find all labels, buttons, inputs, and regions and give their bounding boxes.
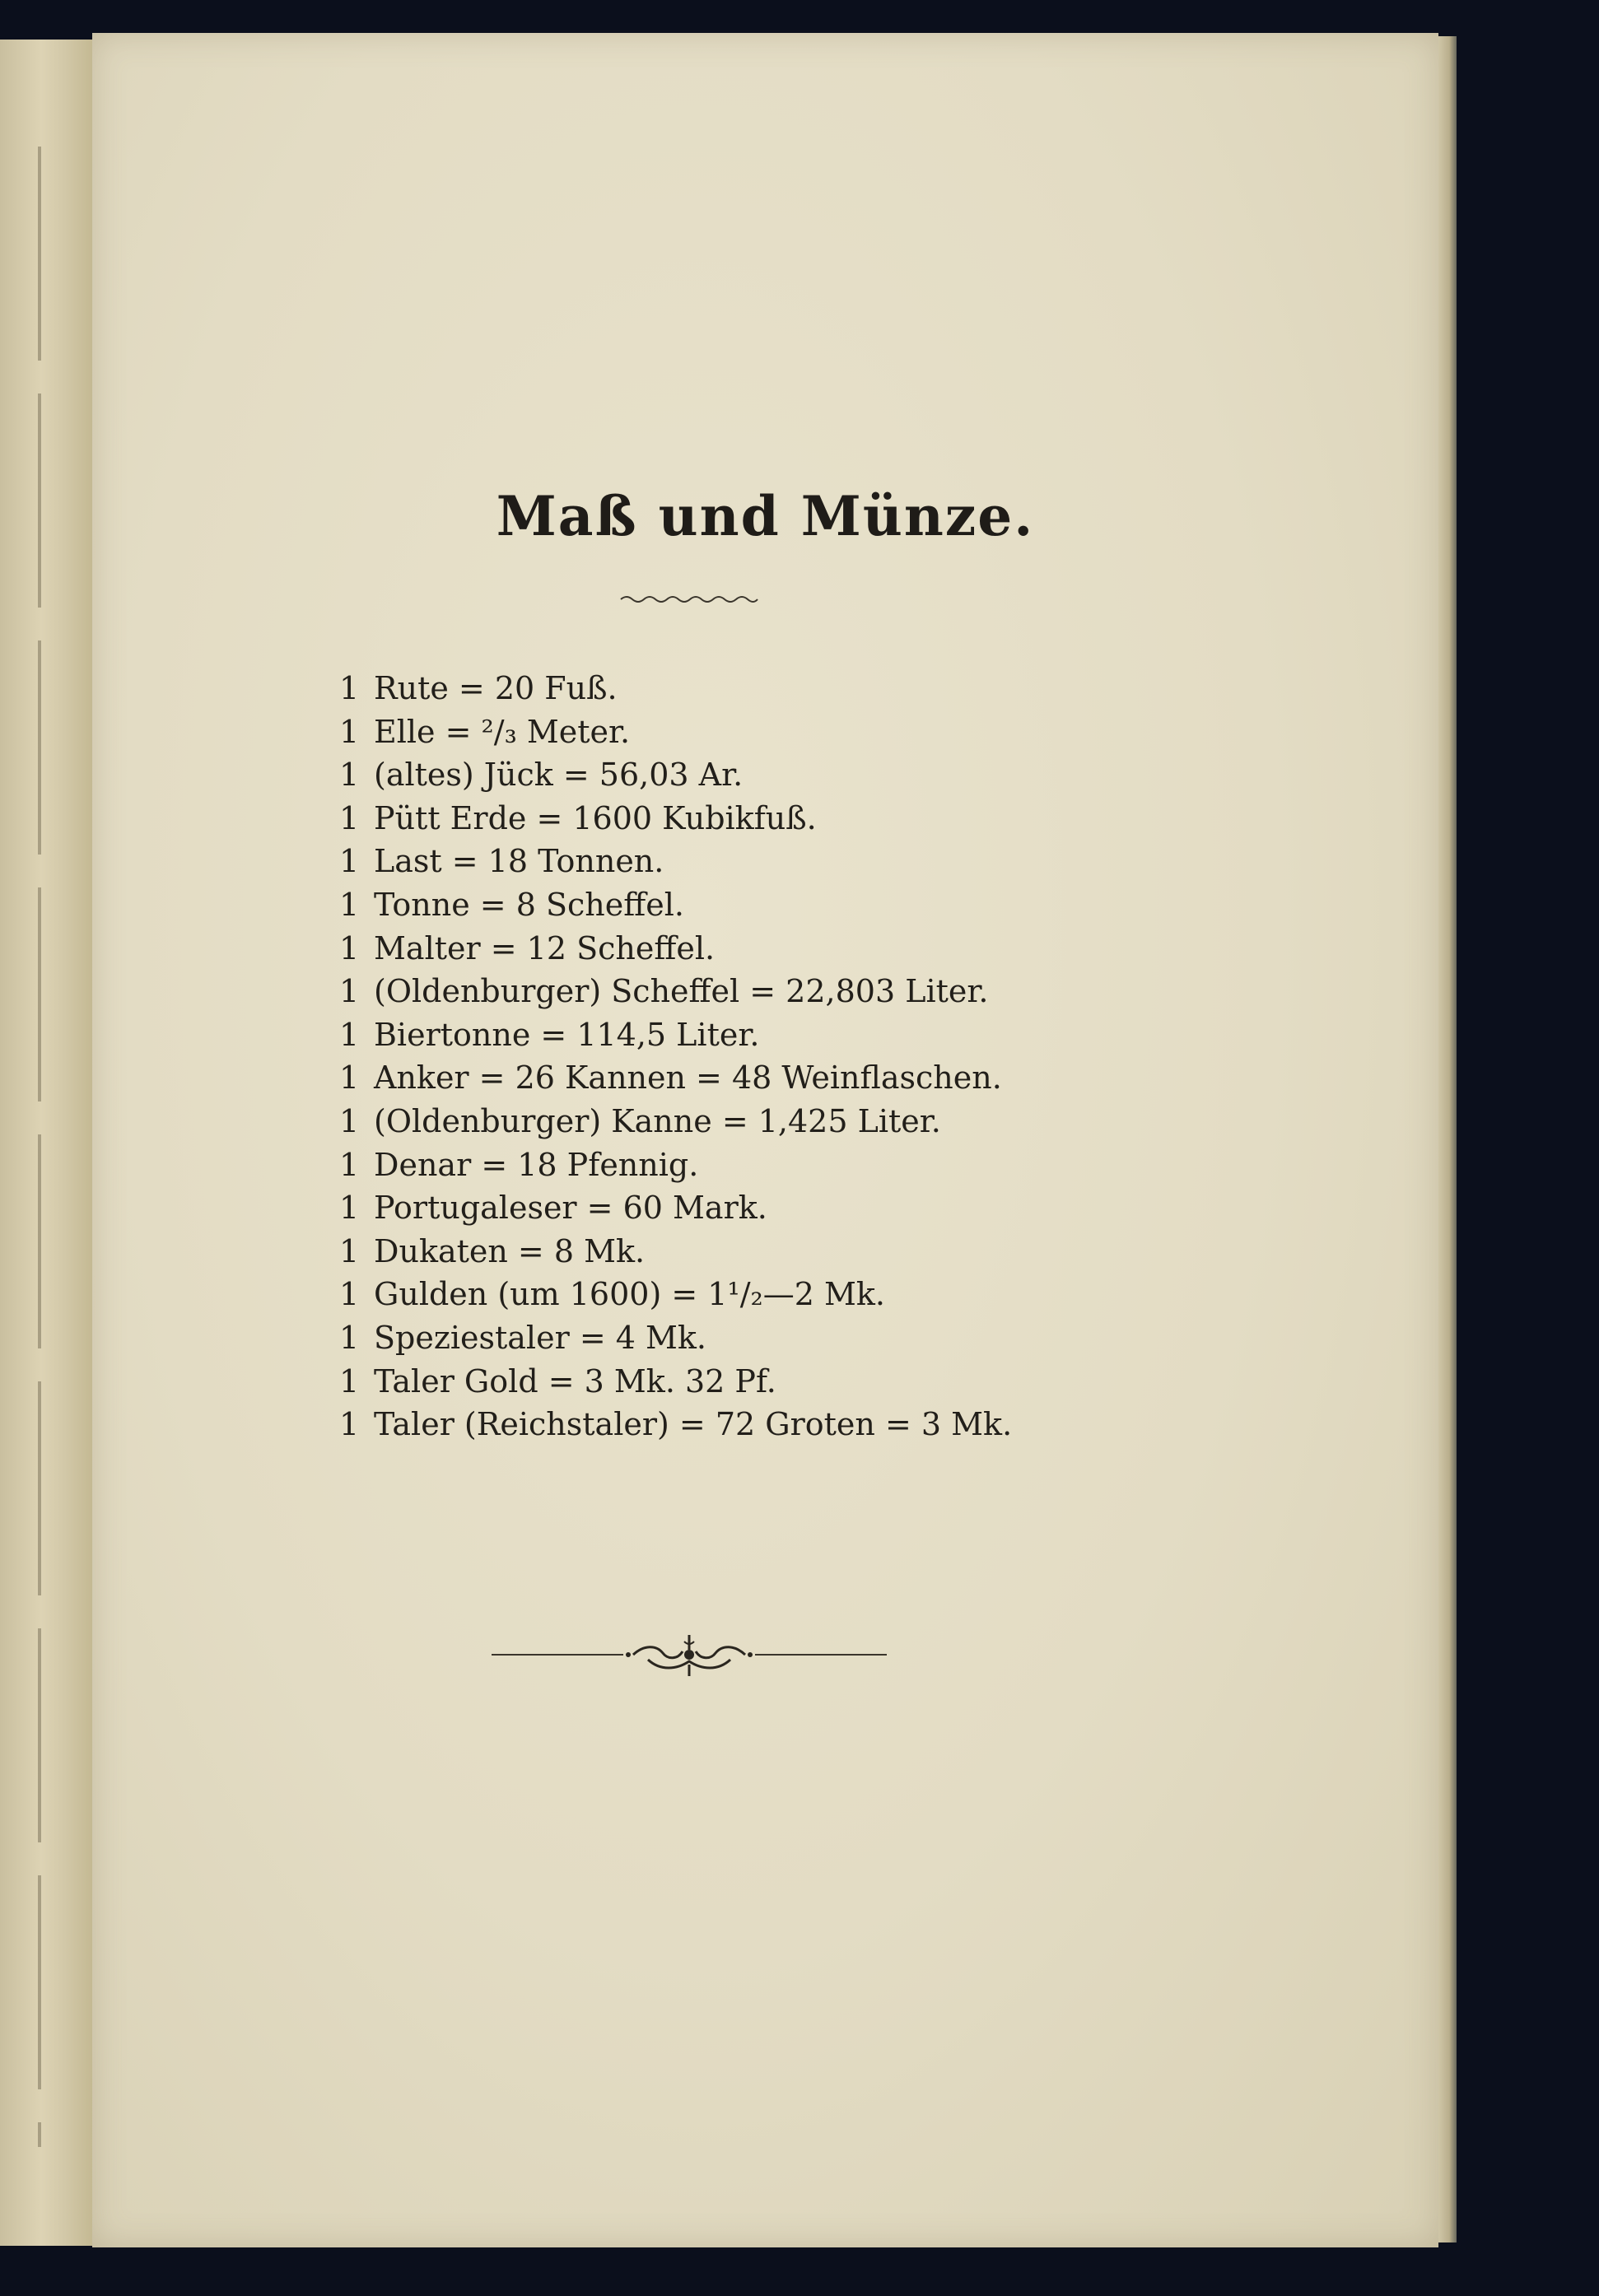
entry-number: 1 xyxy=(339,929,360,966)
list-item xyxy=(339,753,1245,797)
entry-text: Tonne = 8 Scheffel. xyxy=(374,886,684,923)
entry-text: (altes) Jück = 56,03 Ar. xyxy=(374,757,744,794)
entry-text: Portugaleser = 60 Mark. xyxy=(374,1190,767,1227)
page-title: Maß und Münze. xyxy=(496,484,1035,548)
list-item xyxy=(339,970,1245,1013)
list-item xyxy=(339,1230,1245,1274)
entry-number: 1 xyxy=(339,973,360,1010)
entry-number: 1 xyxy=(339,1060,360,1097)
entry-number: 1 xyxy=(339,1232,360,1269)
entry-text: Gulden (um 1600) = 1¹/₂—2 Mk. xyxy=(374,1276,886,1313)
entry-number: 1 xyxy=(339,1190,360,1227)
title-squiggle-ornament xyxy=(619,593,759,606)
list-item xyxy=(339,1360,1245,1404)
entry-number: 1 xyxy=(339,1276,360,1313)
entry-text: Pütt Erde = 1600 Kubikfuß. xyxy=(374,799,817,836)
list-item xyxy=(339,883,1245,927)
entry-text: Anker = 26 Kannen = 48 Weinflaschen. xyxy=(374,1060,1002,1097)
list-item xyxy=(339,1056,1245,1100)
entry-number: 1 xyxy=(339,799,360,836)
entry-number: 1 xyxy=(339,757,360,794)
entry-text: Elle = ²/₃ Meter. xyxy=(374,713,631,750)
entry-text: Rute = 20 Fuß. xyxy=(374,670,618,706)
entry-text: Last = 18 Tonnen. xyxy=(374,843,664,880)
entry-text: Biertonne = 114,5 Liter. xyxy=(374,1016,760,1053)
list-item xyxy=(339,1273,1245,1316)
entry-number: 1 xyxy=(339,1102,360,1139)
entry-text: Taler Gold = 3 Mk. 32 Pf. xyxy=(374,1362,776,1399)
entry-number: 1 xyxy=(339,713,360,750)
entry-text: Taler (Reichstaler) = 72 Groten = 3 Mk. xyxy=(374,1406,1013,1443)
entry-text: Dukaten = 8 Mk. xyxy=(374,1232,646,1269)
entry-number: 1 xyxy=(339,1362,360,1399)
entry-text: (Oldenburger) Scheffel = 22,803 Liter. xyxy=(374,973,989,1010)
entry-text: Malter = 12 Scheffel. xyxy=(374,929,716,966)
list-item xyxy=(339,927,1245,971)
list-item xyxy=(339,1013,1245,1057)
entry-number: 1 xyxy=(339,1319,360,1356)
entry-text: Denar = 18 Pfennig. xyxy=(374,1146,699,1183)
entry-number: 1 xyxy=(339,1406,360,1443)
list-item xyxy=(339,797,1245,841)
list-item xyxy=(339,710,1245,754)
measure-list xyxy=(339,667,1245,1446)
list-item xyxy=(339,1316,1245,1360)
book-spine xyxy=(0,40,94,2246)
entry-number: 1 xyxy=(339,1146,360,1183)
entry-number: 1 xyxy=(339,670,360,706)
list-item xyxy=(339,1403,1245,1446)
entry-number: 1 xyxy=(339,843,360,880)
entry-text: Speziestaler = 4 Mk. xyxy=(374,1319,707,1356)
end-ornament xyxy=(492,1630,887,1679)
list-item xyxy=(339,840,1245,883)
list-item xyxy=(339,667,1245,710)
book-page xyxy=(92,33,1438,2247)
list-item xyxy=(339,1186,1245,1230)
list-item xyxy=(339,1143,1245,1187)
page-edge xyxy=(1438,36,1457,2242)
entry-number: 1 xyxy=(339,1016,360,1053)
entry-text: (Oldenburger) Kanne = 1,425 Liter. xyxy=(374,1102,941,1139)
list-item xyxy=(339,1100,1245,1143)
entry-number: 1 xyxy=(339,886,360,923)
